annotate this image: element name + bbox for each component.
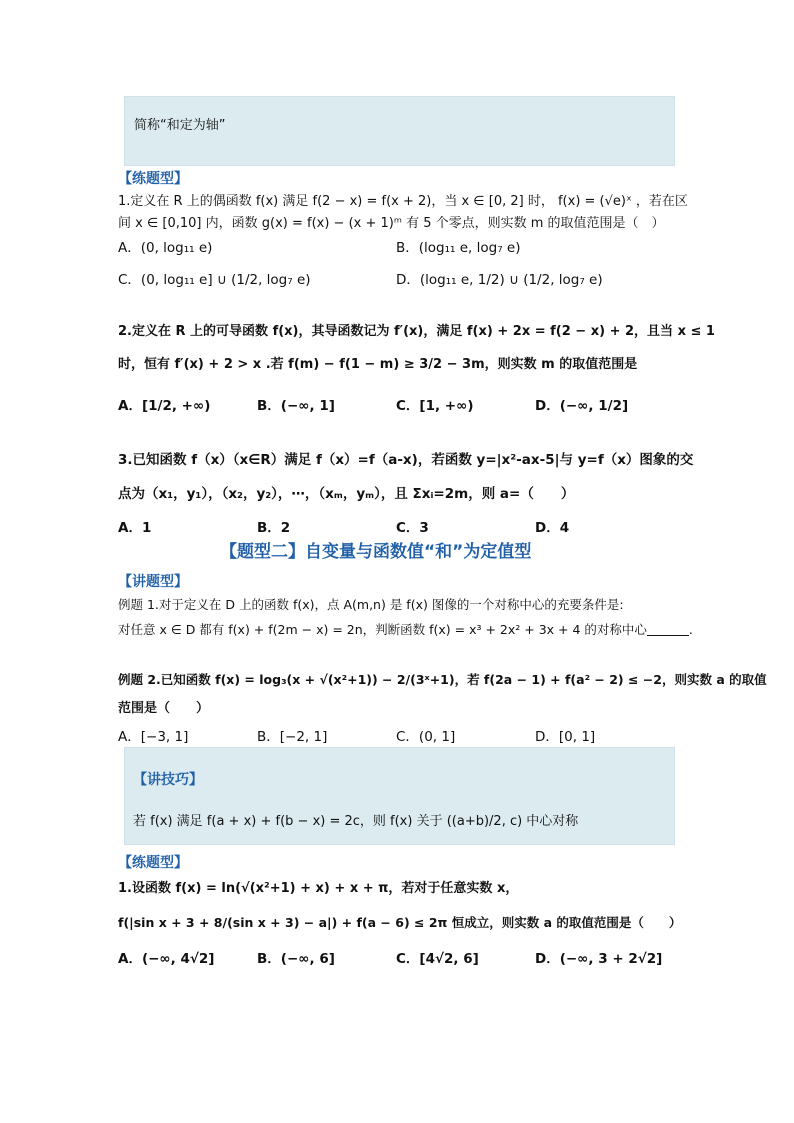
example-2-option-a: A．[−3, 1] [118, 729, 189, 745]
lecture-tag: 【讲题型】 [118, 574, 188, 590]
example-2-option-b: B．[−2, 1] [257, 729, 328, 745]
practice-tag: 【练题型】 [118, 171, 188, 187]
question-2-option-d: D．(−∞, 1/2] [535, 398, 629, 414]
question-3-option-a: A．1 [118, 520, 152, 536]
question-1-option-b: B．(log₁₁ e, log₇ e) [396, 240, 521, 256]
question-3-option-b: B．2 [257, 520, 291, 536]
section-title: 【题型二】自变量与函数值“和”为定值型 [220, 542, 532, 562]
practice-2-option-c: C．[4√2, 6] [396, 951, 479, 967]
example-2-line-2: 范围是（ ） [118, 701, 210, 716]
example-1-line-2-text: 对任意 x ∈ D 都有 f(x) + f(2m − x) = 2n，判断函数 f(x) = x³ + 2x² + 3x + 4 的对称中心 [118, 622, 647, 637]
practice-2-question-line-1: 1.设函数 f(x) = ln(√(x²+1) + x) + x + π，若对于任意实数 x， [118, 881, 519, 896]
question-2-line-2: 时，恒有 f′(x) + 2 > x .若 f(m) − f(1 − m) ≥ 3/2 − 3m，则实数 m 的取值范围是 [118, 357, 638, 372]
tips-tag: 【讲技巧】 [133, 772, 203, 788]
question-3-option-d: D．4 [535, 520, 570, 536]
example-1-line-2: 对任意 x ∈ D 都有 f(x) + f(2m − x) = 2n，判断函数 f(x) = x³ + 2x² + 3x + 4 的对称中心 . [118, 622, 693, 637]
question-1-line-1: 1.定义在 R 上的偶函数 f(x) 满足 f(2 − x) = f(x + 2)，当 x ∈ [0, 2] 时， f(x) = (√e)ˣ ，若在区 [118, 194, 688, 209]
question-1-line-2: 间 x ∈ [0,10] 内，函数 g(x) = f(x) − (x + 1)ᵐ 有 5 个零点，则实数 m 的取值范围是（ ） [118, 216, 665, 231]
tips-box [124, 747, 675, 845]
question-2-option-c: C．[1, +∞) [396, 398, 474, 414]
example-2-option-c: C．(0, 1] [396, 729, 456, 745]
example-1-line-1: 例题 1.对于定义在 D 上的函数 f(x)，点 A(m,n) 是 f(x) 图像的一个对称中心的充要条件是: [118, 597, 624, 612]
practice-2-option-b: B．(−∞, 6] [257, 951, 335, 967]
question-3-line-1: 3.已知函数 f（x）（x∈R）满足 f（x）=f（a-x)，若函数 y=|x²-ax-5|与 y=f（x）图象的交 [118, 452, 694, 468]
question-1-option-c: C．(0, log₁₁ e] ∪ (1/2, log₇ e) [118, 272, 311, 288]
question-3-option-c: C．3 [396, 520, 429, 536]
tips-text: 若 f(x) 满足 f(a + x) + f(b − x) = 2c，则 f(x) 关于 ((a+b)/2, c) 中心对称 [133, 814, 579, 829]
practice-2-question-line-2: f(|sin x + 3 + 8/(sin x + 3) − a|) + f(a − 6) ≤ 2π 恒成立，则实数 a 的取值范围是（ ） [118, 915, 682, 930]
note-text: 简称“和定为轴” [134, 118, 226, 133]
question-1-option-a: A．(0, log₁₁ e) [118, 240, 213, 256]
question-2-option-a: A．[1/2, +∞) [118, 398, 211, 414]
example-2-line-1: 例题 2.已知函数 f(x) = log₃(x + √(x²+1)) − 2/(3ˣ+1)，若 f(2a − 1) + f(a² − 2) ≤ −2，则实数 a 的取值 [118, 672, 767, 687]
question-2-option-b: B．(−∞, 1] [257, 398, 335, 414]
example-2-option-d: D．[0, 1] [535, 729, 596, 745]
question-1-option-d: D．(log₁₁ e, 1/2) ∪ (1/2, log₇ e) [396, 272, 603, 288]
practice-tag-2: 【练题型】 [118, 855, 188, 871]
practice-2-option-d: D．(−∞, 3 + 2√2] [535, 951, 663, 967]
question-2-line-1: 2.定义在 R 上的可导函数 f(x)，其导函数记为 f′(x)，满足 f(x) + 2x = f(2 − x) + 2，且当 x ≤ 1 [118, 324, 715, 339]
practice-2-option-a: A．(−∞, 4√2] [118, 951, 215, 967]
answer-blank [647, 621, 689, 636]
question-3-line-2: 点为（x₁，y₁），（x₂，y₂），⋯，（xₘ，yₘ），且 Σxᵢ=2m，则 a=（ ） [118, 486, 575, 502]
note-box [124, 96, 675, 166]
